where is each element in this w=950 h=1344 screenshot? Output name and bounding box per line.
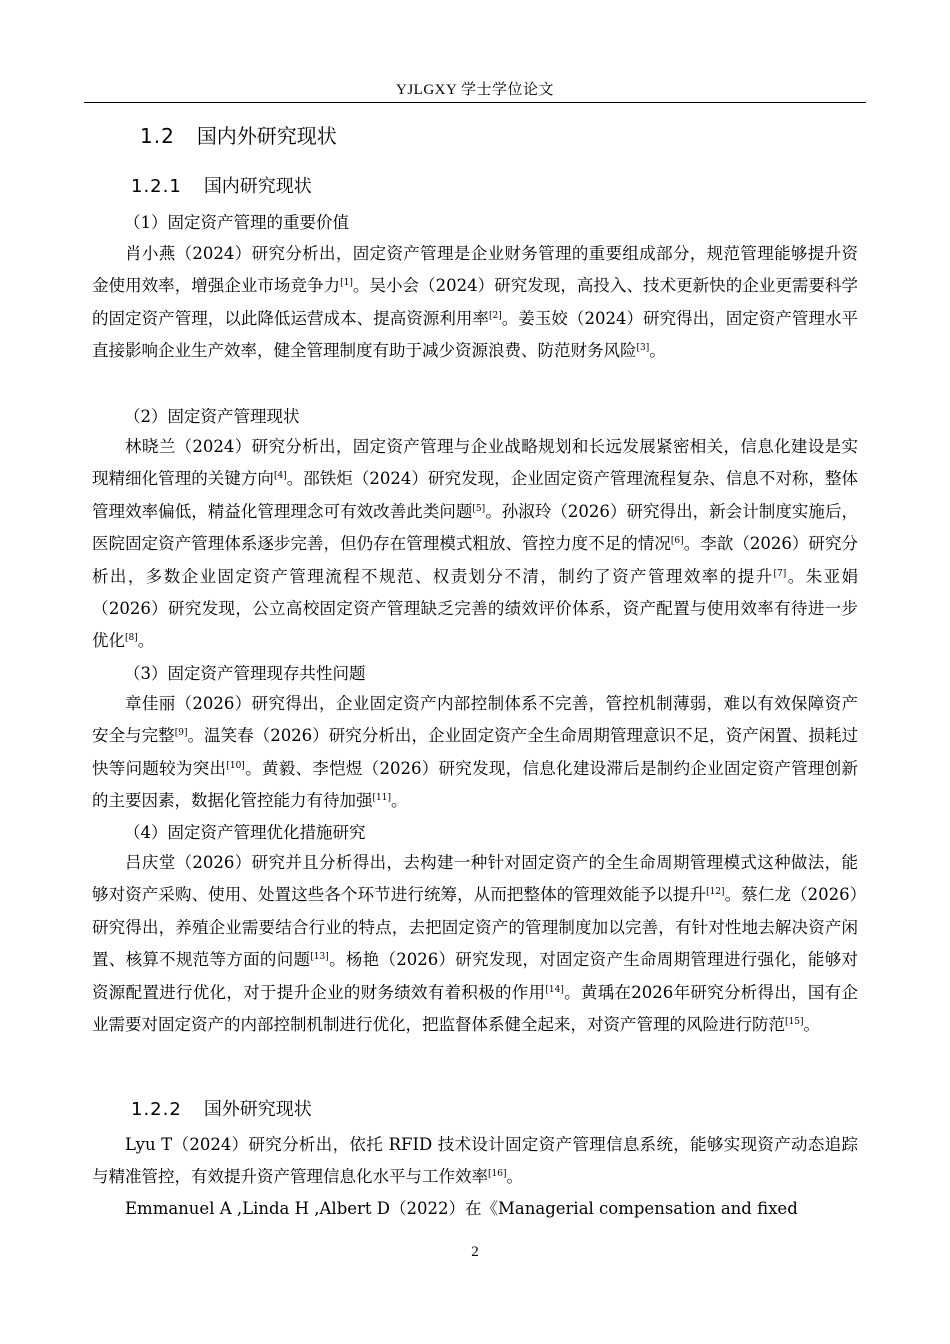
paragraph-text: 。黄瑀在2026年研究分析得出，国有企业需要对固定资产的内部控制机制进行优化，把监督体系健全起来，对资产管理的风险进行防范 xyxy=(92,982,858,1035)
citation-ref: [16] xyxy=(488,1169,507,1180)
citation-ref: [13] xyxy=(310,952,329,963)
paragraph-text: 。杨艳（2026）研究发现，对固定资产生命周期管理进行强化，能够对资源配置进行优化，对于提升企业的财务绩效有着积极的作用 xyxy=(92,950,859,1002)
paragraph-text: 肖小燕（2024）研究分析出，固定资产管理是企业财务管理的重要组成部分，规范管理能够提升资金使用效率，增强企业市场竞争力 xyxy=(92,244,858,296)
subsection-heading-foreign xyxy=(131,1095,312,1121)
page-number: 2 xyxy=(471,1244,479,1260)
paragraph-text: 。邵铁炬（2024）研究发现，企业固定资产管理流程复杂、信息不对称，整体管理效率偏低，精益化管理理念可有效改善此类问题 xyxy=(92,469,858,521)
paragraph-text: Emmanuel A ,Linda H ,Albert D（2022）在《Managerial compensation and fixed xyxy=(125,1199,798,1218)
citation-ref: [12] xyxy=(706,887,725,898)
header-rule xyxy=(84,102,866,103)
citation-ref: [3] xyxy=(636,343,650,354)
paragraph-text: 吕庆堂（2026）研究并且分析得出，去构建一种针对固定资产的全生命周期管理模式这种做法，能够对资产采购、使用、处置这些各个环节进行统筹，从而把整体的管理效能予以提升 xyxy=(92,853,858,905)
subsection-number: 1.2.1 xyxy=(131,176,182,197)
section-heading xyxy=(140,120,337,149)
paragraph-text: Lyu T（2024）研究分析出，依托 RFID 技术设计固定资产管理信息系统，能够实现资产动态追踪与精准管控，有效提升资产管理信息化水平与工作效率 xyxy=(92,1135,858,1187)
item-label-3: （3）固定资产管理现存共性问题 xyxy=(124,664,366,683)
paragraph-4 xyxy=(92,847,858,1041)
paragraph-text: 林晓兰（2024）研究分析出，固定资产管理与企业战略规划和长远发展紧密相关，信息化建设是实现精细化管理的关键方向 xyxy=(92,437,858,489)
paragraph-text: 。蔡仁龙（2026）研究得出，养殖企业需要结合行业的特点，去把固定资产的管理制度加以完善，有针对性地去解决资产闲置、核算不规范等方面的问题 xyxy=(92,885,858,970)
paragraph-text: 。孙淑玲（2026）研究得出，新会计制度实施后，医院固定资产管理体系逐步完善，但仍存在管理模式粗放、管控力度不足的情况 xyxy=(92,501,858,554)
paragraph-2 xyxy=(92,431,858,658)
paragraph-text: 。黄毅、李恺煜（2026）研究发现，信息化建设滞后是制约企业固定资产管理创新的主要因素，数据化管控能力有待加强 xyxy=(92,758,859,811)
paragraph-text: 。 xyxy=(506,1167,523,1187)
paragraph-text: 章佳丽（2026）研究得出，企业固定资产内部控制体系不完善，管控机制薄弱，难以有效保障资产安全与完整 xyxy=(92,694,858,746)
citation-ref: [2] xyxy=(488,310,502,321)
subsection-heading-domestic xyxy=(131,172,312,198)
citation-ref: [5] xyxy=(472,503,486,514)
citation-ref: [4] xyxy=(273,471,287,482)
section-title: 国内外研究现状 xyxy=(196,124,337,148)
citation-ref: [10] xyxy=(226,760,245,771)
citation-ref: [14] xyxy=(545,984,564,995)
citation-ref: [9] xyxy=(174,728,188,739)
paragraph-text: 。 xyxy=(803,1015,820,1035)
item-label-1: （1）固定资产管理的重要价值 xyxy=(124,213,349,232)
citation-ref: [1] xyxy=(340,278,353,289)
paragraph-text: 。姜玉姣（2024）研究得出，固定资产管理水平直接影响企业生产效率，健全管理制度有助于减少资源浪费、防范财务风险 xyxy=(92,308,859,361)
paragraph-text: 。李歆（2026）研究分析出，多数企业固定资产管理流程不规范、权责划分不清，制约了资产管理效率的提升 xyxy=(92,534,859,586)
subsection-number: 1.2.2 xyxy=(131,1099,182,1120)
paragraph-foreign-1 xyxy=(92,1129,858,1194)
paragraph-text: 。朱亚娟（2026）研究发现，公立高校固定资产管理缺乏完善的绩效评价体系，资产配置与使用效率有待进一步优化 xyxy=(92,566,859,651)
paragraph-1 xyxy=(92,238,858,368)
section-number: 1.2 xyxy=(140,124,175,148)
paragraph-text: 。温笑春（2026）研究分析出，企业固定资产全生命周期管理意识不足，资产闲置、损耗过快等问题较为突出 xyxy=(92,726,858,778)
paragraph-text: 。 xyxy=(390,791,408,811)
citation-ref: [6] xyxy=(670,536,684,547)
subsection-title: 国内研究现状 xyxy=(203,176,312,197)
paragraph-text: 。 xyxy=(137,631,155,651)
item-label-2: （2）固定资产管理现状 xyxy=(124,407,300,426)
paragraph-text: 。吴小会（2024）研究发现，高投入、技术更新快的企业更需要科学的固定资产管理，以此降低运营成本、提高资源利用率 xyxy=(92,276,859,328)
paragraph-foreign-2 xyxy=(92,1193,858,1225)
subsection-title: 国外研究现状 xyxy=(203,1099,312,1120)
citation-ref: [11] xyxy=(372,793,391,804)
paragraph-text: 。 xyxy=(649,341,666,361)
paragraph-3 xyxy=(92,688,858,818)
citation-ref: [8] xyxy=(125,633,138,644)
running-header: YJLGXY 学士学位论文 xyxy=(395,82,555,98)
item-label-4: （4）固定资产管理优化措施研究 xyxy=(124,823,366,842)
citation-ref: [7] xyxy=(773,568,787,579)
citation-ref: [15] xyxy=(785,1017,804,1028)
